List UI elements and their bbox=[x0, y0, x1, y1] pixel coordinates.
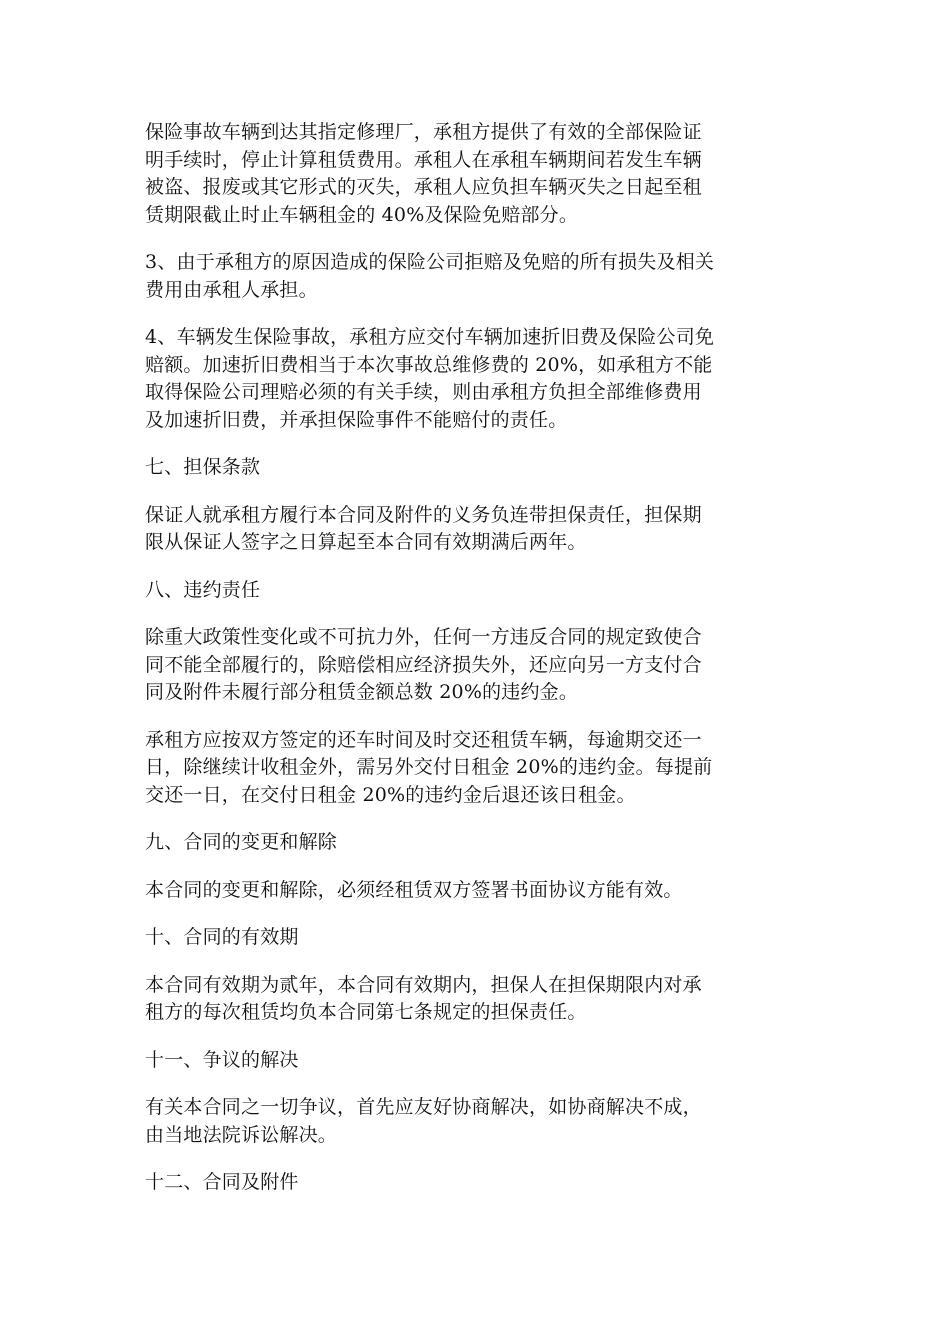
text-line: 3、由于承租方的原因造成的保险公司拒赔及免赔的所有损失及相关 bbox=[145, 251, 715, 273]
heading-text: 十、合同的有效期 bbox=[145, 926, 299, 948]
text-line: 赔额。加速折旧费相当于本次事故总维修费的 20%，如承租方不能 bbox=[145, 353, 713, 376]
text-line: 费用由承租人承担。 bbox=[145, 278, 318, 301]
text-line: 被盗、报废或其它形式的灭失，承租人应负担车辆灭失之日起至租 bbox=[145, 176, 702, 198]
text-line: 4、车辆发生保险事故，承租方应交付车辆加速折旧费及保险公司免 bbox=[145, 326, 715, 348]
text-line: 由当地法院诉讼解决。 bbox=[145, 1123, 338, 1146]
paragraph-breach-general bbox=[145, 624, 810, 707]
section-heading-attachments bbox=[145, 1169, 810, 1197]
heading-text: 八、违约责任 bbox=[145, 578, 261, 601]
heading-text: 七、担保条款 bbox=[145, 456, 261, 478]
text-line: 本合同的变更和解除，必须经租赁双方签署书面协议方能有效。 bbox=[145, 878, 683, 901]
heading-text: 十二、合同及附件 bbox=[145, 1171, 299, 1193]
paragraph-validity bbox=[145, 972, 810, 1027]
text-line: 本合同有效期为贰年，本合同有效期内，担保人在担保期限内对承 bbox=[145, 973, 702, 996]
section-heading-breach bbox=[145, 577, 810, 605]
paragraph-amendment bbox=[145, 877, 810, 905]
paragraph-clause-4 bbox=[145, 324, 810, 434]
paragraph-clause-3 bbox=[145, 249, 810, 304]
heading-text: 十一、争议的解决 bbox=[145, 1048, 299, 1071]
paragraph-breach-return bbox=[145, 727, 810, 810]
text-line: 日，除继续计收租金外，需另外交付日租金 20%的违约金。每提前 bbox=[145, 756, 713, 778]
text-line: 明手续时，停止计算租赁费用。承租人在承租车辆期间若发生车辆 bbox=[145, 148, 702, 171]
section-heading-amendment bbox=[145, 829, 810, 857]
text-line: 保证人就承租方履行本合同及附件的义务负连带担保责任，担保期 bbox=[145, 503, 702, 526]
text-line: 同及附件未履行部分租赁金额总数 20%的违约金。 bbox=[145, 681, 579, 703]
text-line: 交还一日，在交付日租金 20%的违约金后退还该日租金。 bbox=[145, 783, 636, 806]
text-line: 租方的每次租赁均负本合同第七条规定的担保责任。 bbox=[145, 1001, 587, 1023]
text-line: 同不能全部履行的，除赔偿相应经济损失外，还应向另一方支付合 bbox=[145, 653, 702, 676]
text-line: 赁期限截止时止车辆租金的 40%及保险免赔部分。 bbox=[145, 203, 579, 226]
text-line: 承租方应按双方签定的还车时间及时交还租赁车辆，每逾期交还一 bbox=[145, 728, 702, 751]
section-heading-dispute bbox=[145, 1047, 810, 1075]
document-page bbox=[145, 119, 810, 1217]
text-line: 除重大政策性变化或不可抗力外，任何一方违反合同的规定致使合 bbox=[145, 626, 702, 648]
heading-text: 九、合同的变更和解除 bbox=[145, 831, 338, 853]
paragraph-dispute bbox=[145, 1094, 810, 1149]
text-line: 取得保险公司理赔必须的有关手续，则由承租方负担全部维修费用 bbox=[145, 381, 702, 403]
text-line: 限从保证人签字之日算起至本合同有效期满后两年。 bbox=[145, 531, 587, 553]
text-line: 保险事故车辆到达其指定修理厂，承租方提供了有效的全部保险证 bbox=[145, 121, 702, 143]
section-heading-validity bbox=[145, 924, 810, 952]
paragraph-guarantee bbox=[145, 502, 810, 557]
text-line: 有关本合同之一切争议，首先应友好协商解决，如协商解决不成， bbox=[145, 1096, 702, 1118]
section-heading-guarantee bbox=[145, 454, 810, 482]
text-line: 及加速折旧费，并承担保险事件不能赔付的责任。 bbox=[145, 408, 568, 431]
paragraph-insurance-loss bbox=[145, 119, 810, 229]
